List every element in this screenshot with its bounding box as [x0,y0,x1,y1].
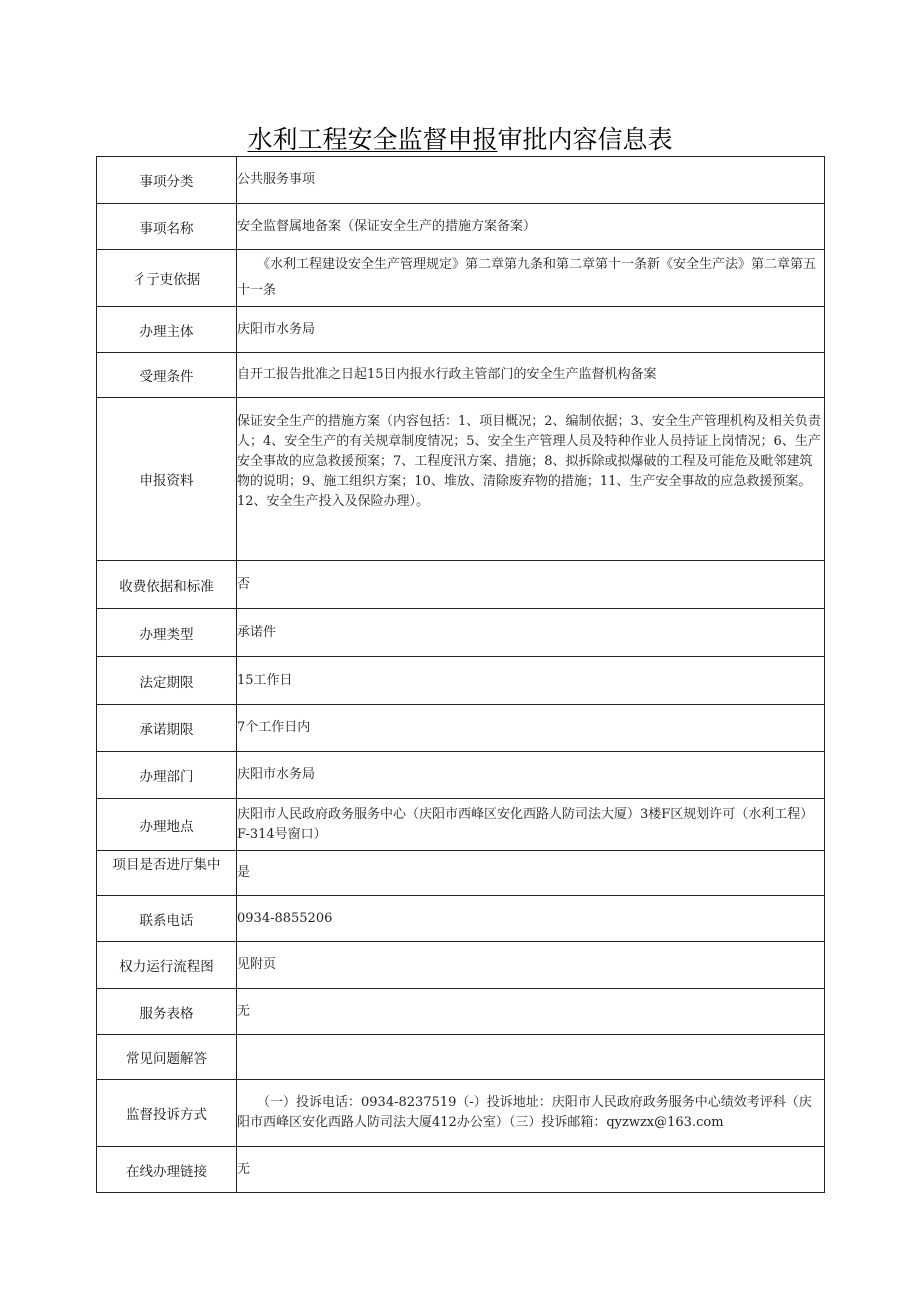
info-table [96,156,825,1193]
table-row [97,353,825,398]
row-label: 办理部门 [97,752,237,799]
page-title-underlined: 水利工程安全监督申报 [247,125,498,154]
row-label: 办理主体 [97,307,237,353]
row-value: 无 [237,1147,825,1193]
row-value: 见附页 [237,942,825,989]
table-row [97,989,825,1035]
table-row [97,157,825,204]
row-label: 彳亍吏依据 [97,250,237,307]
row-value: 庆阳市水务局 [237,752,825,799]
row-label: 收费依据和标准 [97,561,237,609]
row-value: （一）投诉电话：0934-8237519（-）投诉地址：庆阳市人民政府政务服务中心绩效考评科（庆阳市西峰区安化西路人防司法大厦412办公室）（三）投诉邮箱：qyzwzx@163.com [237,1080,825,1147]
row-label: 承诺期限 [97,705,237,752]
row-value: 承诺件 [237,609,825,657]
row-value: 《水利工程建设安全生产管理规定》第二章第九条和第二章第十一条新《安全生产法》第二章第五十一条 [237,250,825,307]
row-value: 庆阳市人民政府政务服务中心（庆阳市西峰区安化西路人防司法大厦）3楼F区规划许可（水利工程）F-314号窗口） [237,799,825,851]
row-value: 公共服务事项 [237,157,825,204]
row-label: 常见问题解答 [97,1035,237,1080]
row-label: 申报资料 [97,398,237,561]
table-row [97,752,825,799]
table-row [97,657,825,705]
row-label: 项目是否进厅集中 [97,851,237,896]
row-label: 办理地点 [97,799,237,851]
row-value: 是 [237,851,825,896]
row-label: 法定期限 [97,657,237,705]
table-row [97,1147,825,1193]
row-label: 事项分类 [97,157,237,204]
row-value: 保证安全生产的措施方案（内容包括：1、项目概况；2、编制依据；3、安全生产管理机构及相关负责人；4、安全生产的有关规章制度情况；5、安全生产管理人员及特种作业人员持证上岗情况；6、生产安全事故的应急救援预案；7、工程度汛方案、措施；8、拟拆除或拟爆破的工程及可能危及毗邻建筑物的说明；9、施工组织方案；10、堆放、清除废弃物的措施；11、生产安全事故的应急救援预案。12、安全生产投入及保险办理）。 [237,398,825,561]
table-row [97,561,825,609]
table-row [97,204,825,250]
row-label: 权力运行流程图 [97,942,237,989]
table-row [97,799,825,851]
row-label: 在线办理链接 [97,1147,237,1193]
row-label: 联系电话 [97,896,237,942]
table-row [97,1080,825,1147]
row-label: 办理类型 [97,609,237,657]
page-title [0,120,920,156]
page-title-rest: 审批内容信息表 [497,125,673,154]
table-row [97,1035,825,1080]
row-value: 7个工作日内 [237,705,825,752]
row-value: 安全监督属地备案（保证安全生产的措施方案备案） [237,204,825,250]
row-value: 自开工报告批准之日起15日内报水行政主管部门的安全生产监督机构备案 [237,353,825,398]
table-row [97,705,825,752]
row-label: 事项名称 [97,204,237,250]
table-row [97,609,825,657]
table-row [97,250,825,307]
row-value: 0934-8855206 [237,896,825,942]
row-label: 受理条件 [97,353,237,398]
row-value: 无 [237,989,825,1035]
table-row [97,896,825,942]
row-value: 否 [237,561,825,609]
row-value: 15工作日 [237,657,825,705]
table-row [97,307,825,353]
row-value [237,1035,825,1080]
table-row [97,398,825,561]
row-label: 服务表格 [97,989,237,1035]
table-row [97,851,825,896]
row-label: 监督投诉方式 [97,1080,237,1147]
table-row [97,942,825,989]
row-value: 庆阳市水务局 [237,307,825,353]
